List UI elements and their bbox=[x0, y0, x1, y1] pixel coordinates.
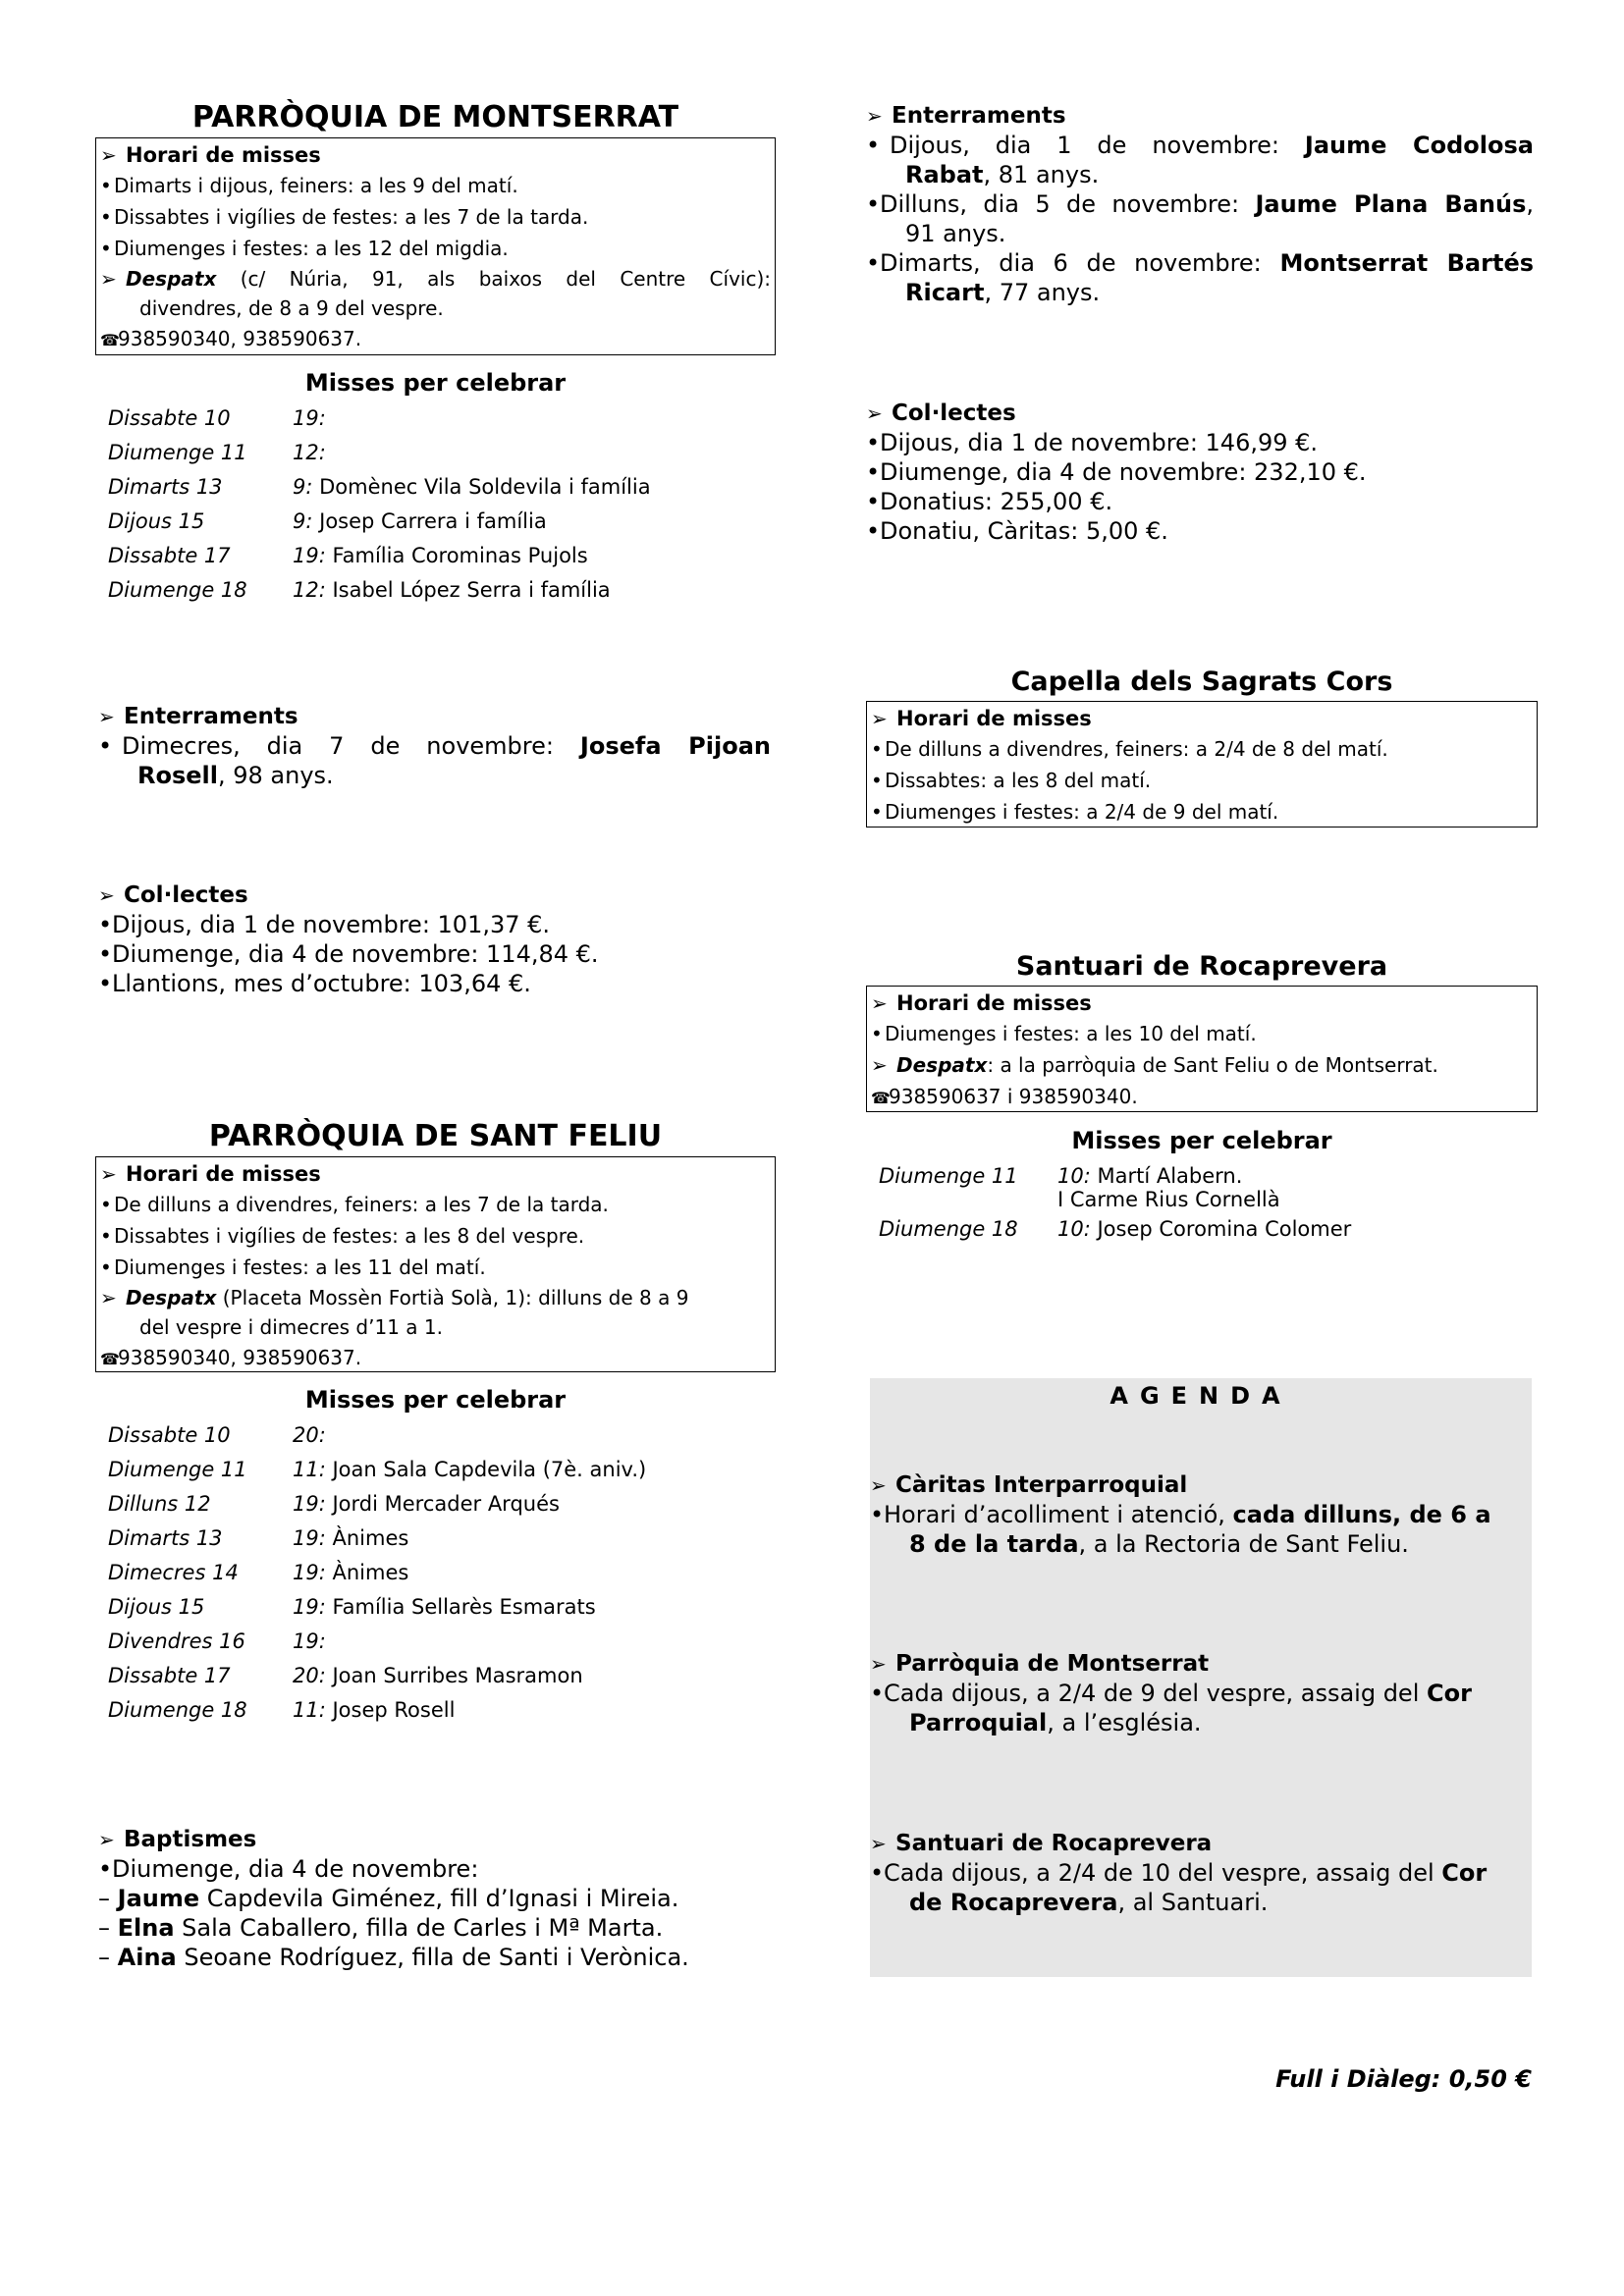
bullet-icon: • bbox=[871, 800, 883, 824]
bullet-icon: • bbox=[100, 1255, 112, 1279]
dash-icon: – bbox=[98, 1914, 110, 1942]
arrow-icon: ➢ bbox=[100, 1162, 117, 1186]
sant-feliu-schedule-box bbox=[95, 1156, 776, 1372]
schedule-item: • Diumenges i festes: a les 11 del matí. bbox=[100, 1252, 771, 1283]
sant-feliu-masses-heading: Misses per celebrar bbox=[304, 1386, 567, 1414]
bullet-icon: • bbox=[98, 940, 113, 968]
sagrats-cors-schedule-box bbox=[866, 701, 1538, 828]
schedule-item: • De dilluns a divendres, feiners: a les 7 de la tarda. bbox=[100, 1189, 771, 1220]
sant-feliu-title: PARRÒQUIA DE SANT FELIU bbox=[208, 1119, 663, 1153]
arrow-icon: ➢ bbox=[871, 707, 888, 730]
table-row: Diumenge 11 12: bbox=[108, 441, 326, 464]
arrow-icon: ➢ bbox=[870, 1832, 887, 1855]
agenda-item: ➢ Santuari de Rocaprevera •Cada dijous, a 2/4 de 10 del vespre, assaig del Cor de Rocaprevera, al Santuari. bbox=[870, 1831, 1488, 1916]
bullet-icon: • bbox=[870, 1680, 885, 1707]
arrow-icon: ➢ bbox=[866, 401, 883, 425]
table-row: Diumenge 11 11: Joan Sala Capdevila (7è. aniv.) bbox=[108, 1458, 647, 1481]
price-label: Full i Diàleg: 0,50 € bbox=[1275, 2065, 1532, 2093]
bullet-icon: • bbox=[866, 517, 881, 545]
arrow-icon: ➢ bbox=[100, 143, 117, 167]
schedule-item: • Dimarts i dijous, feiners: a les 9 del matí. bbox=[100, 170, 771, 201]
table-row: Dilluns 12 19: Jordi Mercader Arqués bbox=[108, 1492, 560, 1516]
phone-numbers: ☎938590637 i 938590340. bbox=[871, 1081, 1533, 1114]
sant-feliu-burials bbox=[866, 101, 1534, 307]
table-row: Diumenge 18 11: Josep Rosell bbox=[108, 1698, 456, 1722]
baptism-item: – Jaume Capdevila Giménez, fill d’Ignasi i Mireia. bbox=[98, 1885, 679, 1912]
table-row: Dissabte 10 20: bbox=[108, 1423, 326, 1447]
collection-item: •Donatiu, Càritas: 5,00 €. bbox=[866, 517, 1168, 545]
agenda-item: ➢ Càritas Interparroquial •Horari d’acolliment i atenció, cada dilluns, de 6 a 8 de la tarda, a la Rectoria de Sant Feliu. bbox=[870, 1472, 1491, 1558]
schedule-heading: ➢ Horari de misses bbox=[100, 140, 771, 170]
rocaprevera-masses-heading: Misses per celebrar bbox=[1071, 1127, 1332, 1154]
burials-heading: ➢ Enterraments bbox=[866, 103, 1066, 129]
montserrat-collections bbox=[98, 881, 771, 998]
bullet-icon: • bbox=[870, 1859, 885, 1887]
bullet-icon: • bbox=[871, 737, 883, 761]
agenda-panel bbox=[870, 1378, 1532, 1977]
arrow-icon: ➢ bbox=[98, 705, 115, 728]
montserrat-title: PARRÒQUIA DE MONTSERRAT bbox=[191, 100, 679, 134]
phone-numbers: ☎938590340, 938590637. bbox=[100, 1342, 771, 1375]
office-hours: ➢ Despatx (Placeta Mossèn Fortià Solà, 1): dilluns de 8 a 9 del vespre i dimecres d’11 a 1. bbox=[100, 1283, 771, 1342]
rocaprevera-schedule-box bbox=[866, 986, 1538, 1112]
table-row: Dijous 15 19: Família Sellarès Esmarats bbox=[108, 1595, 596, 1619]
sant-feliu-baptisms bbox=[98, 1825, 771, 1972]
bullet-icon: • bbox=[871, 769, 883, 792]
sagrats-cors-title: Capella dels Sagrats Cors bbox=[1010, 667, 1393, 697]
schedule-heading: ➢ Horari de misses bbox=[871, 704, 1533, 733]
schedule-item: • Dissabtes i vigílies de festes: a les 8 del vespre. bbox=[100, 1220, 771, 1252]
arrow-icon: ➢ bbox=[871, 1053, 888, 1077]
bullet-icon: • bbox=[871, 1022, 883, 1045]
bullet-icon: • bbox=[866, 488, 881, 515]
arrow-icon: ➢ bbox=[871, 991, 888, 1015]
montserrat-masses-heading: Misses per celebrar bbox=[304, 369, 567, 397]
bullet-icon: • bbox=[866, 458, 881, 486]
table-row: Dimarts 13 9: Domènec Vila Soldevila i família bbox=[108, 475, 651, 499]
dash-icon: – bbox=[98, 1885, 110, 1912]
bullet-icon: • bbox=[98, 732, 113, 760]
arrow-icon: ➢ bbox=[100, 1286, 117, 1309]
schedule-item: • De dilluns a divendres, feiners: a 2/4 de 8 del matí. bbox=[871, 733, 1533, 765]
rocaprevera-title: Santuari de Rocaprevera bbox=[1015, 951, 1388, 982]
table-row: Diumenge 18 12: Isabel López Serra i família bbox=[108, 578, 611, 602]
baptism-item: – Elna Sala Caballero, filla de Carles i Mª Marta. bbox=[98, 1914, 664, 1942]
bullet-icon: • bbox=[870, 1501, 885, 1528]
arrow-icon: ➢ bbox=[870, 1652, 887, 1676]
office-hours: ➢ Despatx: a la parròquia de Sant Feliu o de Montserrat. bbox=[871, 1049, 1533, 1081]
schedule-item: • Dissabtes i vigílies de festes: a les 7 de la tarda. bbox=[100, 201, 771, 233]
montserrat-burials bbox=[98, 702, 771, 790]
sant-feliu-collections bbox=[866, 399, 1534, 546]
bullet-icon: • bbox=[98, 970, 113, 997]
montserrat-schedule-box bbox=[95, 137, 776, 355]
baptism-item: – Aina Seoane Rodríguez, filla de Santi i Verònica. bbox=[98, 1944, 689, 1971]
bullet-icon: • bbox=[100, 1193, 112, 1216]
bullet-icon: • bbox=[100, 205, 112, 229]
table-row: Diumenge 18 10: Josep Coromina Colomer bbox=[879, 1217, 1352, 1241]
rocaprevera-masses-table bbox=[879, 1164, 1351, 1252]
burial-item: • Dijous, dia 1 de novembre: Jaume Codolosa Rabat, 81 anys. bbox=[866, 132, 1534, 188]
schedule-item: • Diumenges i festes: a les 12 del migdia. bbox=[100, 233, 771, 264]
arrow-icon: ➢ bbox=[100, 267, 117, 291]
phone-numbers: ☎938590340, 938590637. bbox=[100, 323, 771, 356]
schedule-item: • Diumenges i festes: a les 10 del matí. bbox=[871, 1018, 1533, 1049]
bullet-icon: • bbox=[866, 132, 881, 159]
burial-item: • Dimecres, dia 7 de novembre: Josefa Pijoan Rosell, 98 anys. bbox=[98, 732, 771, 789]
schedule-heading: ➢ Horari de misses bbox=[100, 1159, 771, 1189]
baptisms-date: •Diumenge, dia 4 de novembre: bbox=[98, 1855, 479, 1883]
collection-item: •Diumenge, dia 4 de novembre: 114,84 €. bbox=[98, 940, 599, 968]
bullet-icon: • bbox=[98, 911, 113, 938]
table-row: Diumenge 11 10: Martí Alabern. I Carme Rius Cornellà bbox=[879, 1164, 1280, 1211]
collection-item: •Diumenge, dia 4 de novembre: 232,10 €. bbox=[866, 458, 1367, 486]
table-row: Divendres 16 19: bbox=[108, 1629, 326, 1653]
schedule-item: • Diumenges i festes: a 2/4 de 9 del matí. bbox=[871, 796, 1533, 828]
collections-heading: ➢ Col·lectes bbox=[866, 400, 1016, 426]
baptisms-heading: ➢ Baptismes bbox=[98, 1827, 257, 1852]
phone-icon: ☎ bbox=[871, 1089, 891, 1107]
agenda-item: ➢ Parròquia de Montserrat •Cada dijous, a 2/4 de 9 del vespre, assaig del Cor Parroquial, a l’església. bbox=[870, 1651, 1472, 1736]
arrow-icon: ➢ bbox=[870, 1473, 887, 1497]
table-row: Dissabte 10 19: bbox=[108, 406, 326, 430]
collection-item: •Dijous, dia 1 de novembre: 146,99 €. bbox=[866, 429, 1319, 456]
phone-icon: ☎ bbox=[100, 331, 120, 349]
dash-icon: – bbox=[98, 1944, 110, 1971]
collection-item: •Llantions, mes d’octubre: 103,64 €. bbox=[98, 970, 531, 997]
arrow-icon: ➢ bbox=[98, 883, 115, 907]
collection-item: •Donatius: 255,00 €. bbox=[866, 488, 1113, 515]
montserrat-masses-table bbox=[108, 406, 651, 613]
table-row: Dimecres 14 19: Ànimes bbox=[108, 1561, 409, 1584]
phone-icon: ☎ bbox=[100, 1350, 120, 1368]
agenda-title: AGENDA bbox=[1110, 1382, 1292, 1410]
schedule-item: • Dissabtes: a les 8 del matí. bbox=[871, 765, 1533, 796]
bullet-icon: • bbox=[866, 249, 881, 277]
bullet-icon: • bbox=[866, 190, 881, 218]
collections-heading: ➢ Col·lectes bbox=[98, 882, 248, 908]
collection-item: •Dijous, dia 1 de novembre: 101,37 €. bbox=[98, 911, 551, 938]
bullet-icon: • bbox=[100, 1224, 112, 1248]
table-row: Dijous 15 9: Josep Carrera i família bbox=[108, 509, 547, 533]
bullet-icon: • bbox=[866, 429, 881, 456]
burial-item: •Dilluns, dia 5 de novembre: Jaume Plana Banús, 91 anys. bbox=[866, 190, 1534, 247]
sant-feliu-masses-table bbox=[108, 1423, 646, 1733]
bullet-icon: • bbox=[100, 237, 112, 260]
bullet-icon: • bbox=[98, 1855, 113, 1883]
table-row: Dissabte 17 20: Joan Surribes Masramon bbox=[108, 1664, 583, 1687]
arrow-icon: ➢ bbox=[98, 1828, 115, 1851]
office-hours: ➢ Despatx (c/ Núria, 91, als baixos del Centre Cívic): divendres, de 8 a 9 del vespre. bbox=[100, 264, 771, 323]
bullet-icon: • bbox=[100, 174, 112, 197]
schedule-heading: ➢ Horari de misses bbox=[871, 988, 1533, 1018]
table-row: Dissabte 17 19: Família Corominas Pujols bbox=[108, 544, 588, 567]
arrow-icon: ➢ bbox=[866, 104, 883, 128]
burials-heading: ➢ Enterraments bbox=[98, 704, 298, 729]
table-row: Dimarts 13 19: Ànimes bbox=[108, 1526, 409, 1550]
burial-item: •Dimarts, dia 6 de novembre: Montserrat Bartés Ricart, 77 anys. bbox=[866, 249, 1534, 306]
